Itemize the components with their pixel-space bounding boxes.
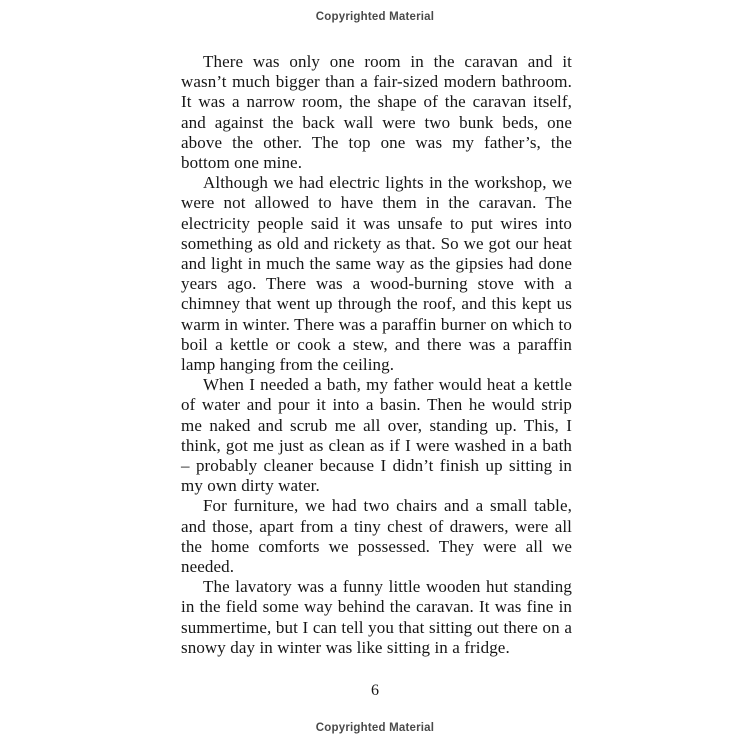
page-text-block (181, 52, 572, 658)
page-number: 6 (371, 682, 379, 699)
paragraph-4: For furniture, we had two chairs and a small table, and those, apart from a tiny chest of drawers, were all the home comforts we possessed. They were all we needed. (181, 496, 572, 577)
copyright-watermark-bottom: Copyrighted Material (315, 722, 435, 734)
copyright-watermark-top: Copyrighted Material (315, 11, 435, 23)
paragraph-2: Although we had electric lights in the workshop, we were not allowed to have them in the caravan. The electricity people said it was unsafe to put wires into something as old and rickety as that. So we got our heat and light in much the same way as the gipsies had done years ago. There was a wood-burning stove with a chimney that went up through the roof, and this kept us warm in winter. There was a paraffin burner on which to boil a kettle or cook a stew, and there was a paraffin lamp hanging from the ceiling. (181, 173, 572, 375)
paragraph-3: When I needed a bath, my father would heat a kettle of water and pour it into a basin. Then he would strip me naked and scrub me all over, standing up. This, I think, got me just as clean as if I were washed in a bath – probably cleaner because I didn’t finish up sitting in my own dirty water. (181, 375, 572, 496)
paragraph-1: There was only one room in the caravan and it wasn’t much bigger than a fair-sized modern bathroom. It was a narrow room, the shape of the caravan itself, and against the back wall were two bunk beds, one above the other. The top one was my father’s, the bottom one mine. (181, 52, 572, 173)
paragraph-5: The lavatory was a funny little wooden hut standing in the field some way behind the caravan. It was fine in summertime, but I can tell you that sitting out there on a snowy day in winter was like sitting in a fridge. (181, 577, 572, 657)
